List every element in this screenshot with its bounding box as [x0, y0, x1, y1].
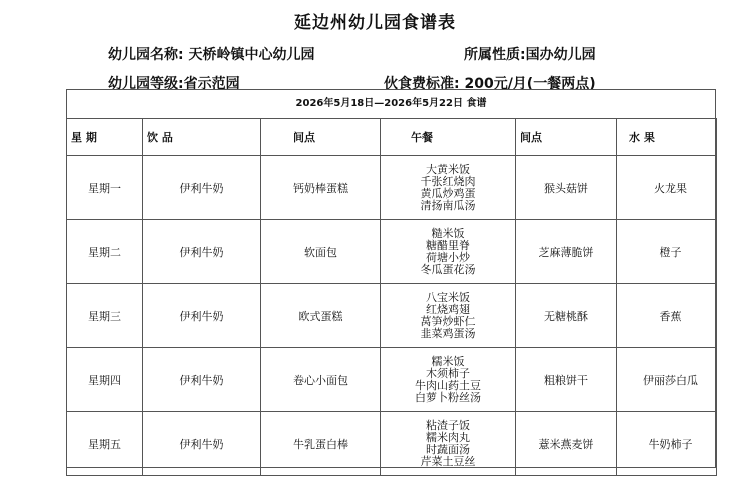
lunch-cell [381, 412, 516, 476]
table-row [67, 220, 717, 284]
day-cell: 星期二 [67, 220, 143, 284]
lunch-dish: 木须柿子 [426, 366, 470, 380]
snack-morning-cell: 牛乳蛋白棒 [261, 412, 381, 476]
lunch-dish: 千张红烧肉 [420, 174, 476, 188]
header-fruit: 水 果 [617, 119, 717, 156]
header-drink: 饮 品 [143, 119, 261, 156]
fruit-cell: 香蕉 [617, 284, 717, 348]
snack-morning-cell: 欧式蛋糕 [261, 284, 381, 348]
snack-morning-cell: 卷心小面包 [261, 348, 381, 412]
fruit-cell: 橙子 [617, 220, 717, 284]
lunch-dish: 清扬南瓜汤 [420, 198, 476, 212]
header-row [67, 119, 717, 156]
kindergarten-name: 幼儿园名称: 天桥岭镇中心幼儿园 [108, 47, 315, 63]
lunch-dish: 粘渣子饭 [426, 418, 470, 432]
lunch-dish: 荷塘小炒 [426, 250, 470, 264]
lunch-dish: 糖醋里脊 [426, 238, 470, 252]
fruit-cell: 牛奶柿子 [617, 412, 717, 476]
lunch-dish: 莴笋炒虾仁 [420, 314, 476, 328]
snack-morning-cell: 钙奶棒蛋糕 [261, 156, 381, 220]
drink-cell: 伊利牛奶 [143, 220, 261, 284]
menu-sheet [66, 89, 716, 468]
header-lunch: 午餐 [381, 119, 516, 156]
lunch-dish: 大黄米饭 [426, 162, 470, 176]
lunch-dish: 时蔬面汤 [426, 442, 470, 456]
snack-afternoon-cell: 粗粮饼干 [516, 348, 617, 412]
lunch-cell [381, 156, 516, 220]
kindergarten-type: 所属性质:国办幼儿园 [464, 47, 596, 63]
lunch-dish: 芹菜土豆丝 [420, 454, 476, 468]
fruit-cell: 伊丽莎白瓜 [617, 348, 717, 412]
drink-cell: 伊利牛奶 [143, 156, 261, 220]
snack-afternoon-cell: 薏米燕麦饼 [516, 412, 617, 476]
snack-afternoon-cell: 芝麻薄脆饼 [516, 220, 617, 284]
day-cell: 星期四 [67, 348, 143, 412]
lunch-dish: 牛肉山药土豆 [415, 378, 481, 392]
table-row [67, 284, 717, 348]
lunch-dish: 白萝卜粉丝汤 [415, 390, 481, 404]
snack-afternoon-cell: 无糖桃酥 [516, 284, 617, 348]
lunch-cell [381, 284, 516, 348]
meal-fee-standard: 伙食费标准: 200元/月(一餐两点) [384, 76, 596, 92]
drink-cell: 伊利牛奶 [143, 412, 261, 476]
lunch-dish: 糯米肉丸 [426, 430, 470, 444]
day-cell: 星期三 [67, 284, 143, 348]
lunch-dish: 冬瓜蛋花汤 [420, 262, 476, 276]
fruit-cell: 火龙果 [617, 156, 717, 220]
snack-morning-cell: 软面包 [261, 220, 381, 284]
snack-afternoon-cell: 猴头菇饼 [516, 156, 617, 220]
lunch-dish: 韭菜鸡蛋汤 [420, 326, 476, 340]
day-cell: 星期五 [67, 412, 143, 476]
header-day: 星 期 [67, 119, 143, 156]
table-row [67, 412, 717, 476]
header-snack-afternoon: 间点 [516, 119, 617, 156]
drink-cell: 伊利牛奶 [143, 348, 261, 412]
lunch-cell [381, 348, 516, 412]
table-row [67, 348, 717, 412]
lunch-dish: 糙米饭 [431, 226, 465, 240]
lunch-dish: 红烧鸡翅 [426, 302, 470, 316]
kindergarten-level: 幼儿园等级:省示范园 [108, 76, 240, 92]
lunch-dish: 糯米饭 [431, 354, 465, 368]
menu-table [66, 118, 717, 476]
drink-cell: 伊利牛奶 [143, 284, 261, 348]
table-row [67, 156, 717, 220]
day-cell: 星期一 [67, 156, 143, 220]
lunch-dish: 黄瓜炒鸡蛋 [420, 186, 476, 200]
header-snack-morning: 间点 [261, 119, 381, 156]
date-range: 2026年5月18日—2026年5月22日 食谱 [67, 90, 715, 119]
lunch-dish: 八宝米饭 [426, 290, 470, 304]
lunch-cell [381, 220, 516, 284]
page-title: 延边州幼儿园食谱表 [294, 13, 456, 33]
